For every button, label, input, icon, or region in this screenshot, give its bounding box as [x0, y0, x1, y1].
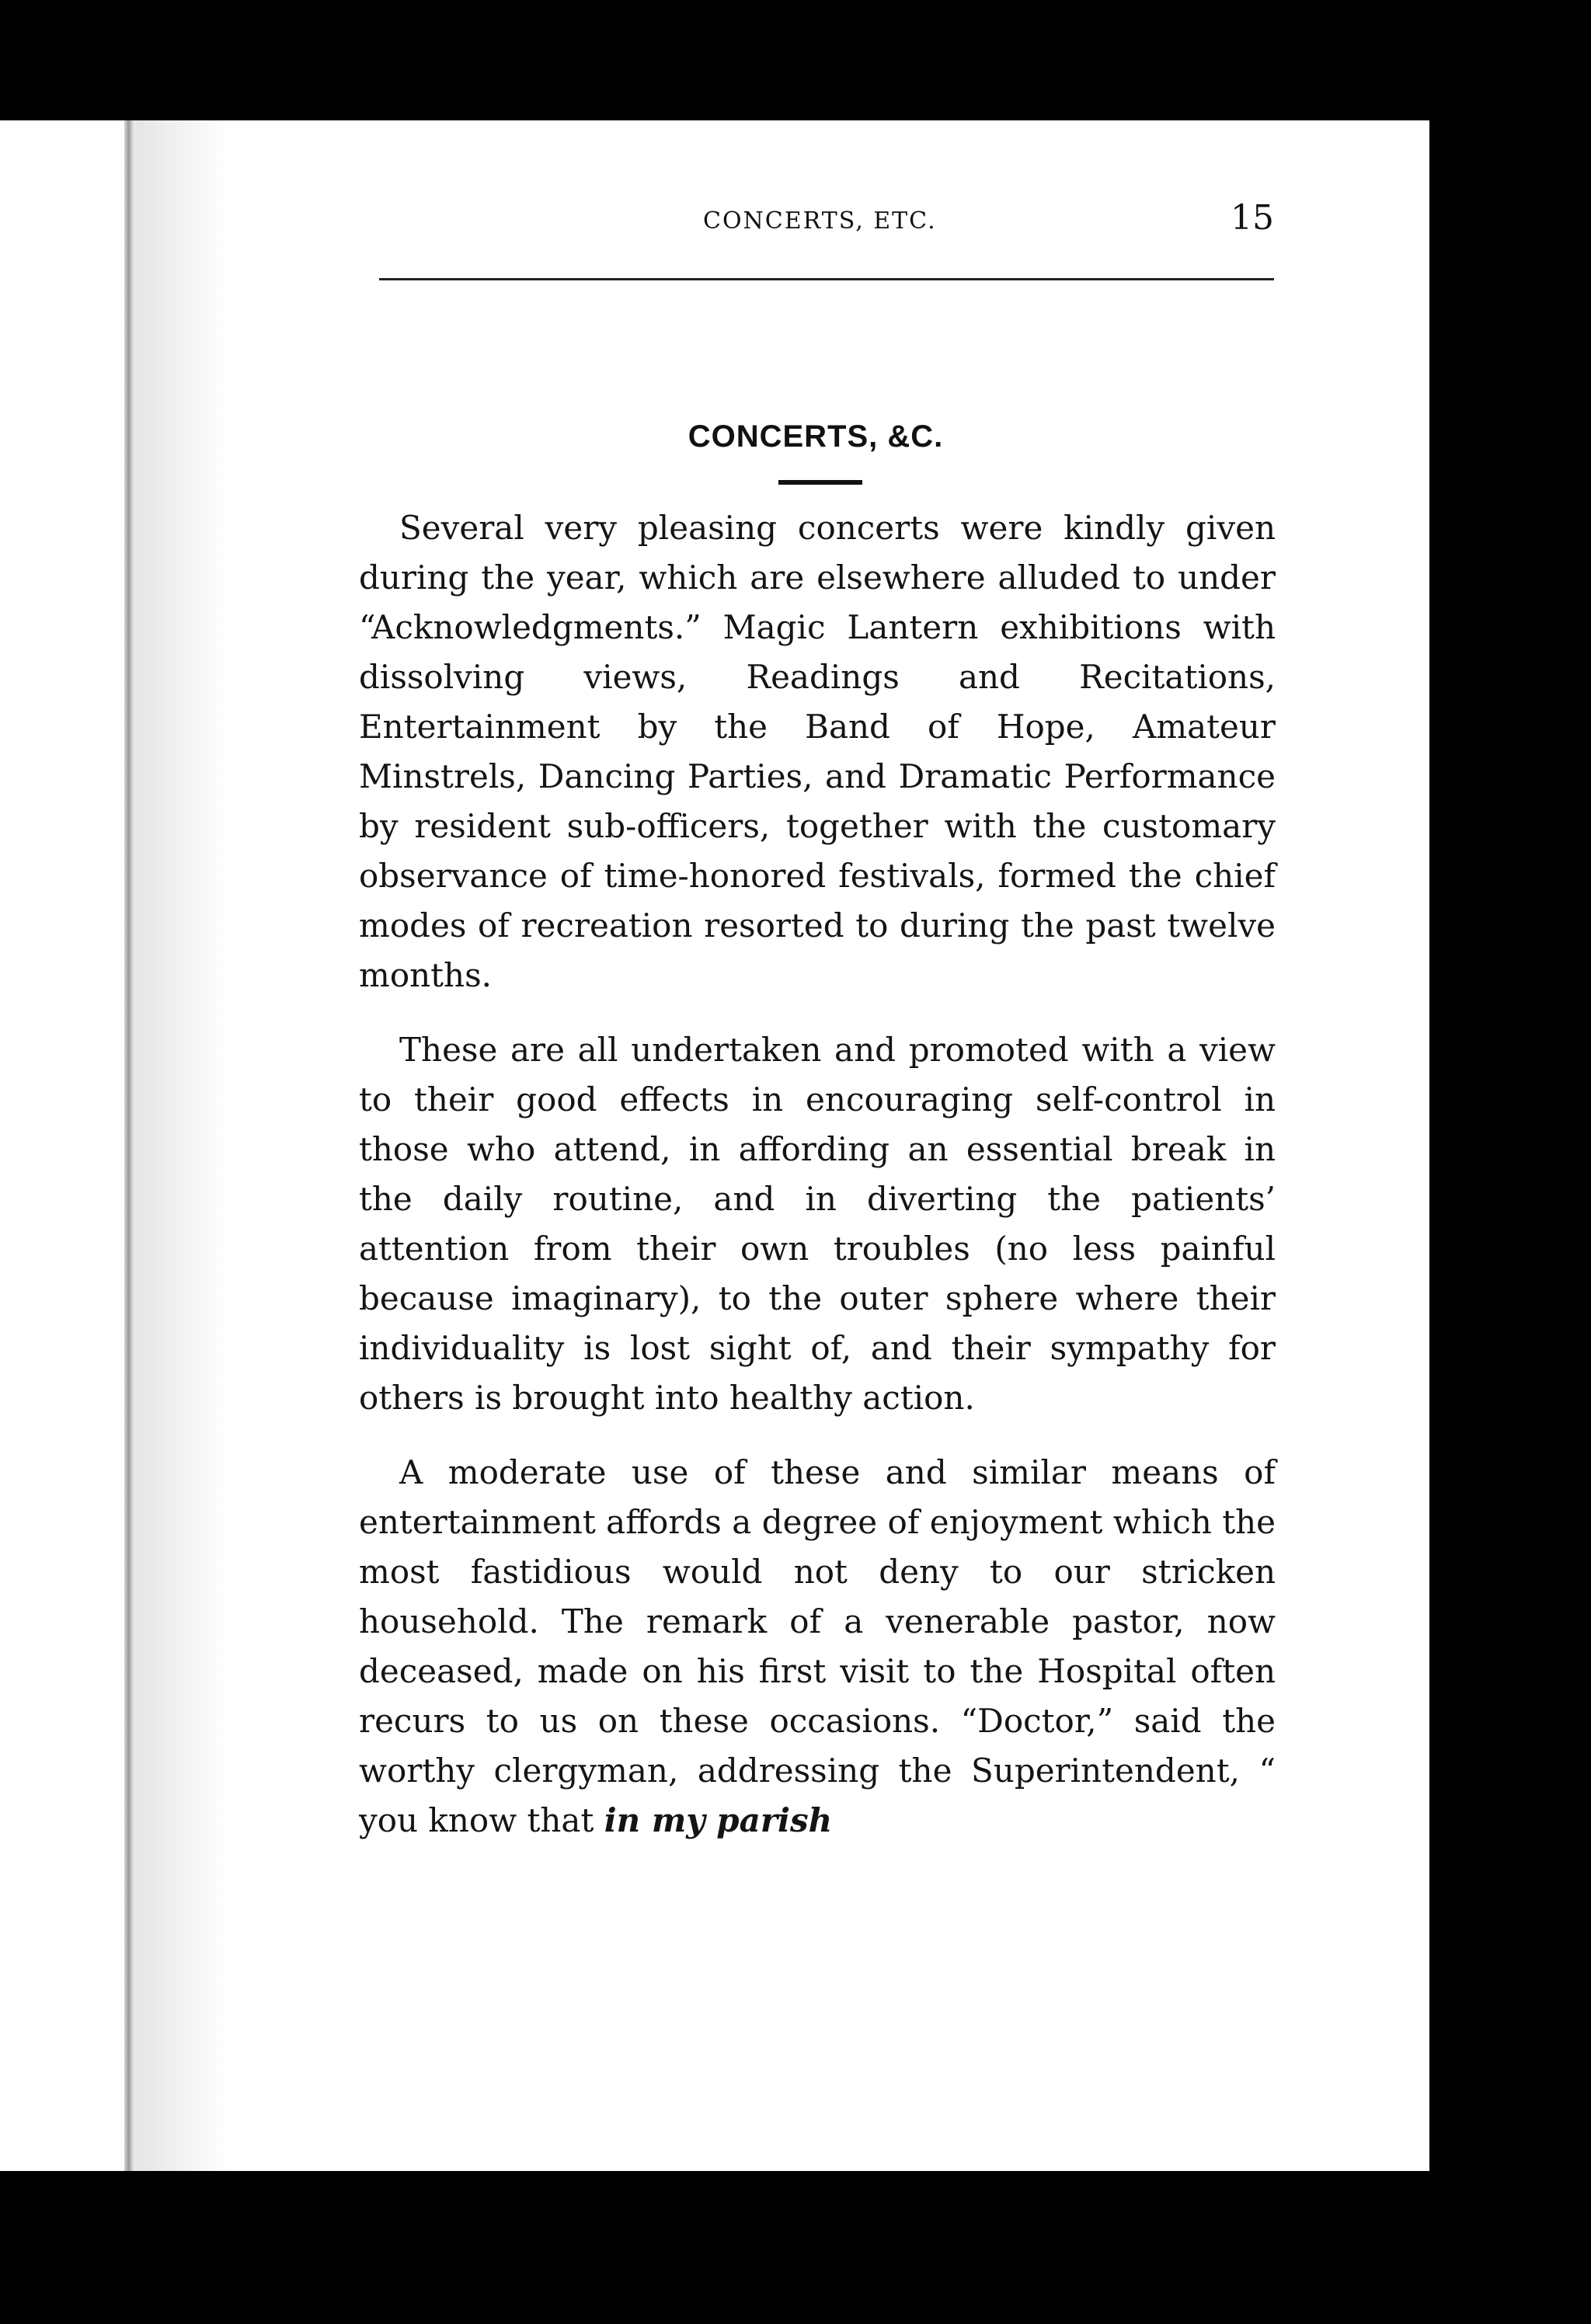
- paragraph: These are all undertaken and promoted with a view to their good effects in encouraging self-control in those who attend, in affording an essential break in the daily routine, and in diverting the patients’ attention from their own troubles (no less painful because imaginary), to the outer sphere where their individuality is lost sight of, and their sympathy for others is brought into healthy action.: [359, 1031, 1276, 1417]
- emphasized-phrase: in my parish: [604, 1801, 833, 1839]
- page-fold-edge: [124, 120, 135, 2171]
- running-head: [357, 198, 1274, 245]
- page-number: 15: [1231, 198, 1274, 238]
- paragraph: [359, 1448, 1276, 1846]
- spine-shadow: [135, 120, 228, 2171]
- heading-rule: [778, 480, 862, 485]
- paragraph-text: A moderate use of these and similar means of entertainment affords a degree of enjoyment which the most fastidious would not deny to our stricken household. The remark of a venerable pastor, now deceased, made on his first visit to the Hospital often recurs to us on these occasions. “Doctor,” said the worthy clergyman, addressing the Superintendent, “ you know that: [359, 1453, 1276, 1839]
- header-rule: [379, 278, 1274, 280]
- running-title: CONCERTS, ETC.: [703, 207, 937, 235]
- section-heading: CONCERTS, &C.: [688, 419, 944, 454]
- paragraph: Several very pleasing concerts were kindly given during the year, which are elsewhere alluded to under “Acknowledgments.” Magic Lantern exhibitions with dissolving views, Readings and Recitations, Entertainment by the Band of Hope, Amateur Minstrels, Dancing Parties, and Dramatic Performance by resident sub-officers, together with the customary observance of time-honored festivals, formed the chief modes of recreation resorted to during the past twelve months.: [359, 509, 1276, 994]
- body-text: [359, 503, 1276, 1870]
- book-page: [0, 120, 1429, 2171]
